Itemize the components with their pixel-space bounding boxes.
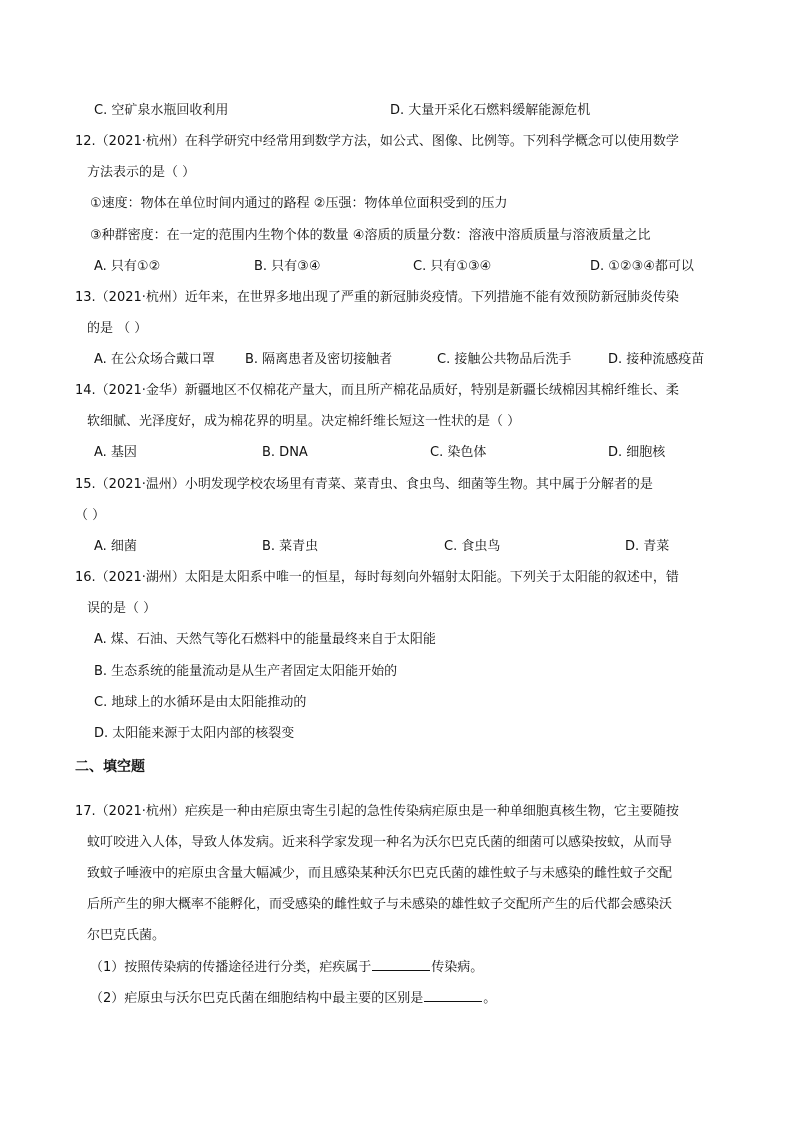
question-16-stem-line1: 16.（2021·湖州）太阳是太阳系中唯一的恒星，每时每刻向外辐射太阳能。下列关于太阳能的叙述中，错 [75,570,679,585]
question-15-option-b: B. 菜青虫 [262,539,319,554]
question-12-option-a: A. 只有①② [94,259,161,274]
question-13-option-a: A. 在公众场合戴口罩 [94,352,215,367]
question-12-option-d: D. ①②③④都可以 [590,259,694,274]
question-13-stem-line2: 的是 （ ） [87,321,148,336]
question-15-option-c: C. 食虫鸟 [444,539,501,554]
question-15-stem-line1: 15.（2021·温州）小明发现学校农场里有青菜、菜青虫、食虫鸟、细菌等生物。其中属于分解者的是 [75,477,653,492]
question-17-sub2-prompt: （2）疟原虫与沃尔巴克氏菌在细胞结构中最主要的区别是 [90,991,424,1006]
question-15-option-d: D. 青菜 [625,539,670,554]
question-16-option-c: C. 地球上的水循环是由太阳能推动的 [94,695,307,710]
question-16-option-a: A. 煤、石油、天然气等化石燃料中的能量最终来自于太阳能 [94,632,436,647]
question-12-statements-1: ①速度：物体在单位时间内通过的路程 ②压强：物体单位面积受到的压力 [90,196,508,211]
question-16-option-b: B. 生态系统的能量流动是从生产者固定太阳能开始的 [94,664,398,679]
question-12-option-c: C. 只有①③④ [413,259,492,274]
question-17-stem-line4: 后所产生的卵大概率不能孵化，而受感染的雌性蚊子与未感染的雄性蚊子交配所产生的后代都会感染沃 [87,897,673,912]
question-17-sub1-suffix: 传染病。 [431,960,484,975]
section-title-fill-blank: 二、填空题 [75,759,145,775]
option-c-prev: C. 空矿泉水瓶回收利用 [94,103,229,118]
question-12-statements-2: ③种群密度：在一定的范围内生物个体的数量 ④溶质的质量分数：溶液中溶质质量与溶液质量之比 [90,228,651,243]
question-13-option-d: D. 接种流感疫苗 [608,352,705,367]
option-d-prev: D. 大量开采化石燃料缓解能源危机 [390,103,591,118]
question-17-sub1-prompt: （1）按照传染病的传播途径进行分类，疟疾属于 [90,960,372,975]
question-16-stem-line2: 误的是（ ） [87,601,157,616]
question-17-sub2-suffix: 。 [483,991,497,1006]
question-14-stem-line2: 软细腻、光泽度好，成为棉花界的明星。决定棉纤维长短这一性状的是（ ） [87,414,521,429]
question-17-sub1 [90,958,483,977]
question-13-option-c: C. 接触公共物品后洗手 [437,352,572,367]
question-17-sub2 [90,989,496,1008]
question-14-option-a: A. 基因 [94,445,137,460]
question-15-option-a: A. 细菌 [94,539,137,554]
answer-blank-2[interactable] [424,989,482,1002]
question-14-stem-line1: 14.（2021·金华）新疆地区不仅棉花产量大，而且所产棉花品质好，特别是新疆长绒棉因其棉纤维长、柔 [75,383,679,398]
question-12-stem-line1: 12.（2021·杭州）在科学研究中经常用到数学方法，如公式、图像、比例等。下列科学概念可以使用数学 [75,134,679,149]
question-17-stem-line2: 蚊叮咬进入人体，导致人体发病。近来科学家发现一种名为沃尔巴克氏菌的细菌可以感染按蚊，从而导 [87,835,673,850]
question-14-option-d: D. 细胞核 [608,445,666,460]
question-17-stem-line3: 致蚊子唾液中的疟原虫含量大幅减少，而且感染某种沃尔巴克氏菌的雄性蚊子与未感染的雌性蚊子交配 [87,866,673,881]
question-15-stem-line2: （ ） [75,508,106,523]
question-12-option-b: B. 只有③④ [254,259,321,274]
question-12-stem-line2: 方法表示的是（ ） [87,165,196,180]
question-14-option-b: B. DNA [262,445,308,460]
question-17-stem-line1: 17.（2021·杭州）疟疾是一种由疟原虫寄生引起的急性传染病疟原虫是一种单细胞真核生物，它主要随按 [75,804,679,819]
question-13-stem-line1: 13.（2021·杭州）近年来，在世界多地出现了严重的新冠肺炎疫情。下列措施不能有效预防新冠肺炎传染 [75,290,679,305]
question-14-option-c: C. 染色体 [430,445,487,460]
question-13-option-b: B. 隔离患者及密切接触者 [245,352,393,367]
question-17-stem-line5: 尔巴克氏菌。 [87,928,166,943]
answer-blank-1[interactable] [372,958,430,971]
question-16-option-d: D. 太阳能来源于太阳内部的核裂变 [94,726,295,741]
